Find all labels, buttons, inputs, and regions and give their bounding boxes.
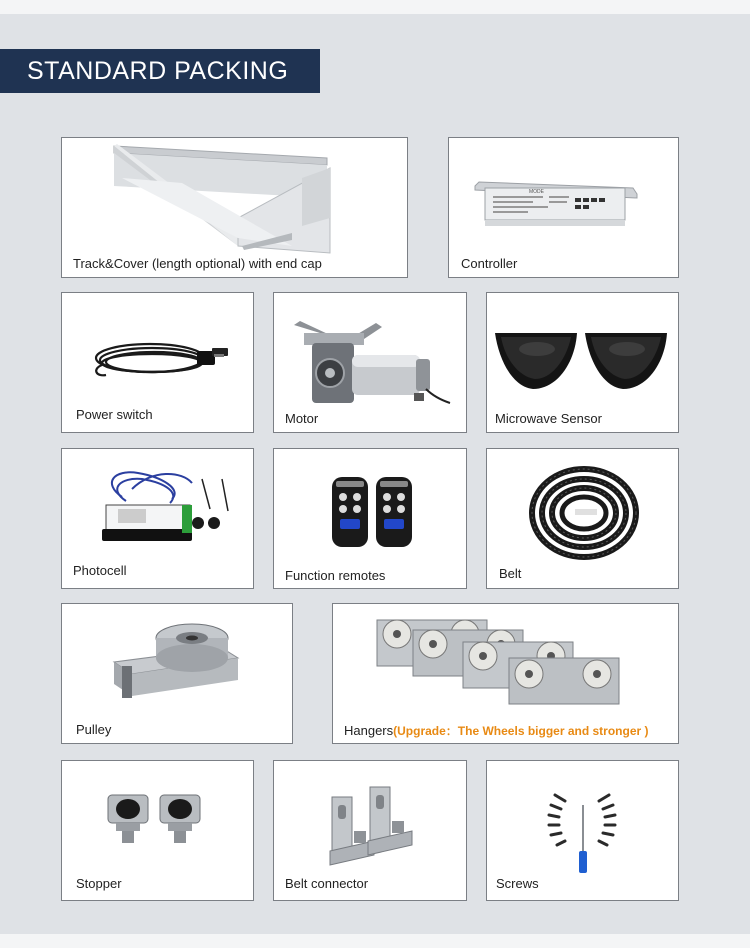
photocell-label: Photocell [73,563,127,578]
page-title: STANDARD PACKING [0,49,320,93]
stopper-card [61,760,254,901]
controller-module-text: MODE [529,189,544,195]
stopper-left [108,795,148,843]
track-cover-card [61,137,408,278]
hanger-4 [509,658,619,704]
connector-left [330,797,374,865]
hangers-label-text: Hangers [344,723,394,738]
top-strip [0,0,750,14]
microwave-sensor-card [486,292,679,433]
connector-right [368,787,412,855]
stopper-right [160,795,200,843]
stopper-label: Stopper [76,876,122,891]
hangers-card [332,603,679,744]
microwave-sensor-label: Microwave Sensor [495,411,602,426]
pulley-label: Pulley [76,722,112,737]
function-remotes-label: Function remotes [285,568,386,583]
remote-right [376,477,412,547]
controller-card [448,137,679,278]
photocell-card [61,448,254,589]
belt-label: Belt [499,566,522,581]
track-cover-label: Track&Cover (length optional) with end cap [73,256,322,271]
screws-label: Screws [496,876,539,891]
belt-connector-label: Belt connector [285,876,369,891]
hangers-label [344,722,649,739]
controller-label: Controller [461,256,518,271]
belt-card [486,448,679,589]
screwdriver [579,805,587,873]
hangers-upgrade-note: (Upgrade：The Wheels bigger and stronger ) [393,724,649,738]
power-switch-card [61,292,254,433]
motor-label: Motor [285,411,319,426]
bottom-strip [0,934,750,948]
power-switch-label: Power switch [76,407,153,422]
function-remotes-card [273,448,467,589]
belt-connector-card [273,760,467,901]
motor-card [273,292,467,433]
pulley-card [61,603,293,744]
screws-card [486,760,679,901]
remote-left [332,477,368,547]
